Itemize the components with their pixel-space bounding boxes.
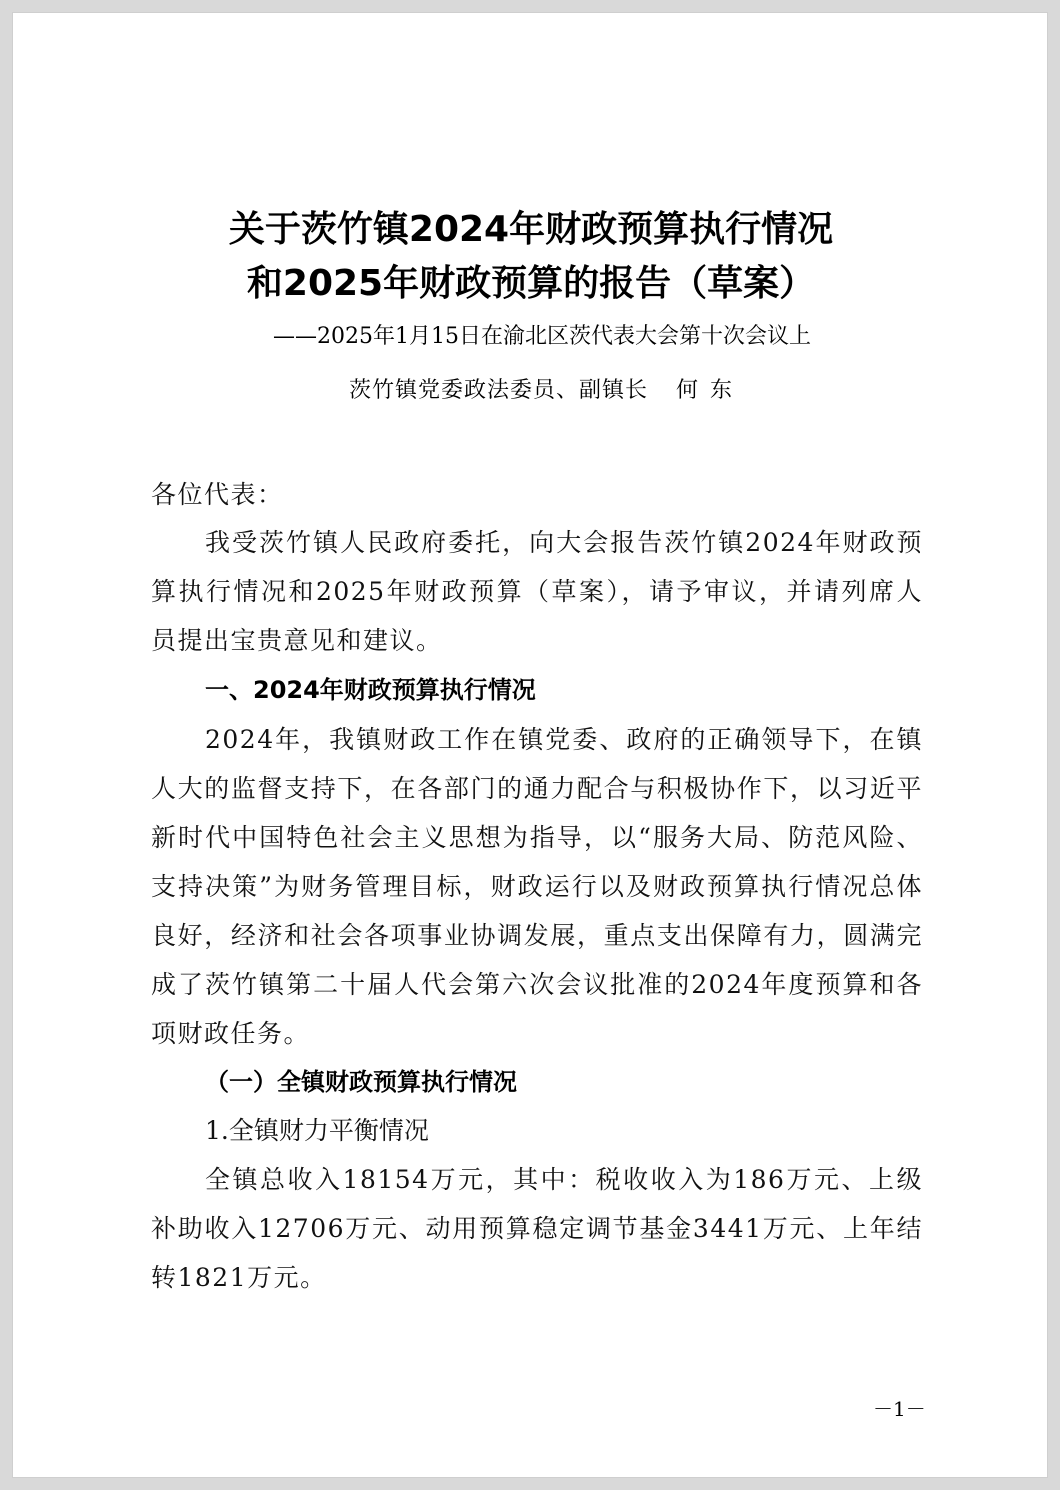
document-page — [12, 12, 1048, 1478]
section-heading-3: 1.全镇财力平衡情况 — [205, 1116, 429, 1145]
byline-position: 茨竹镇党委政法委员、副镇长 — [349, 378, 649, 403]
page-number: －1－ — [873, 1397, 926, 1421]
section-heading-1: 一、2024年财政预算执行情况 — [205, 676, 536, 704]
byline-name: 何东 — [676, 378, 745, 403]
paragraph-revenue: 全镇总收入18154万元，其中：税收收入为186万元、上级补助收入12706万元、动用预算稳定调节基金3441万元、上年结转1821万元。 — [151, 1165, 923, 1292]
salutation: 各位代表： — [151, 480, 284, 509]
document-subtitle: ——2025年1月15日在渝北区茨代表大会第十次会议上 — [273, 324, 811, 349]
paragraph-execution-overview: 2024年，我镇财政工作在镇党委、政府的正确领导下，在镇人大的监督支持下，在各部门的通力配合与积极协作下，以习近平新时代中国特色社会主义思想为指导，以“服务大局、防范风险、支持决策”为财务管理目标，财政运行以及财政预算执行情况总体良好，经济和社会各项事业协调发展，重点支出保障有力，圆满完成了茨竹镇第二十届人代会第六次会议批准的2024年度预算和各项财政任务。 — [151, 725, 923, 1048]
paragraph-intro: 我受茨竹镇人民政府委托，向大会报告茨竹镇2024年财政预算执行情况和2025年财政预算（草案），请予审议，并请列席人员提出宝贵意见和建议。 — [151, 528, 923, 655]
document-title-line-1: 关于茨竹镇2024年财政预算执行情况 — [228, 209, 834, 250]
byline — [349, 373, 744, 404]
document-title-line-2: 和2025年财政预算的报告（草案） — [246, 263, 816, 304]
section-heading-2: （一）全镇财政预算执行情况 — [205, 1067, 517, 1096]
